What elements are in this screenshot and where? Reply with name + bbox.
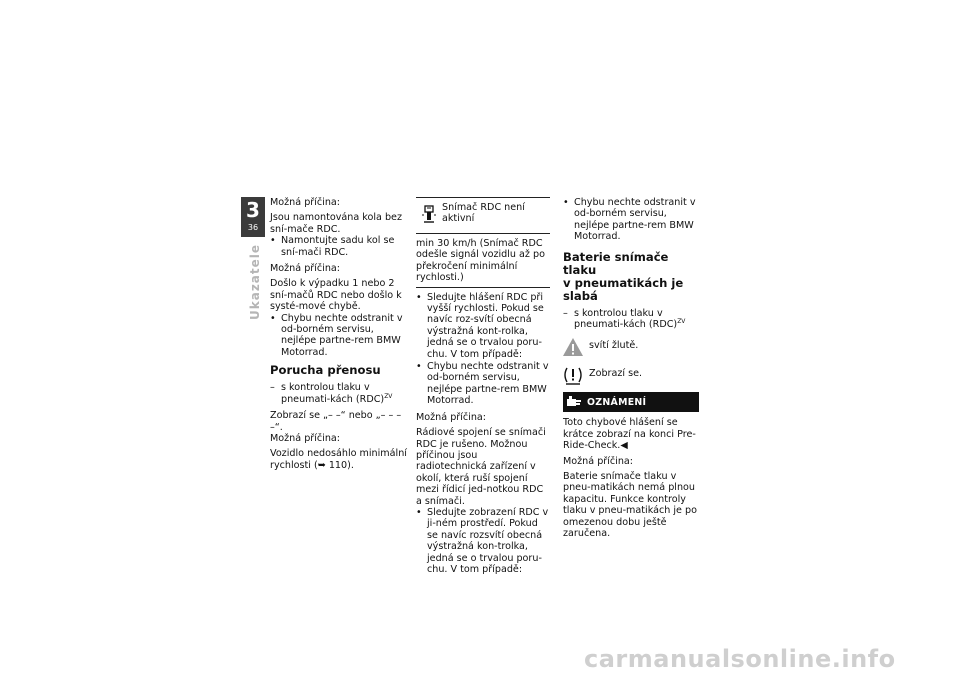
page-number: 36 (247, 223, 259, 232)
section-heading: Porucha přenosu (270, 363, 381, 378)
dash-text: s kontrolou tlaku v pneumati-kách (RDC) (574, 307, 678, 331)
chapter-tab (241, 197, 265, 237)
equipment-dash-item (270, 382, 407, 405)
cause-text: Rádiové spojení se snímači RDC je rušeno. Možnou příčinou jsou radiotechnická zařízení v okolí, která ruší spojení mezi řídicí jed-notkou RDC a snímači. (416, 427, 546, 507)
section-heading: Baterie snímače tlaku v pneumatikách je slabá (563, 249, 684, 303)
instruction-bullet: • Namontujte sadu kol se sní-mači RDC. (270, 235, 407, 258)
dash-text: s kontrolou tlaku v pneumati-kách (RDC) (281, 382, 385, 405)
watermark-text: carmanualsonline.info (584, 645, 896, 673)
indicator-text: svítí žlutě. (589, 340, 639, 352)
indicator-row (563, 364, 699, 386)
column-1 (270, 197, 407, 475)
display-message-box (416, 197, 550, 288)
chapter-side-label: Ukazatele (248, 243, 262, 320)
notice-label: OZNÁMENÍ (587, 396, 647, 408)
cause-label: Možná příčina: (563, 455, 634, 467)
option-superscript: ZV (677, 317, 686, 325)
notice-banner (563, 392, 699, 412)
option-superscript: ZV (384, 392, 393, 400)
cause-text: Baterie snímače tlaku v pneu-matikách nemá plnou kapacitu. Funkce kontroly tlaku v pneu-matikách je po omezenou dobu ještě zaručena. (563, 471, 697, 540)
notice-hand-icon (567, 396, 581, 408)
cause-label: Možná příčina: (416, 411, 487, 423)
cause-label: Možná příčina: (270, 197, 341, 208)
column-2 (416, 197, 550, 580)
instruction-bullet: • Chybu nechte odstranit v od-borném servisu, nejlépe partne-rem BMW Motorrad. (270, 313, 407, 359)
instruction-bullet: • Chybu nechte odstranit v od-borném servisu, nejlépe partne-rem BMW Motorrad. (563, 197, 699, 243)
tire-sensor-icon (416, 202, 442, 228)
instruction-bullet: • Chybu nechte odstranit v od-borném servisu, nejlépe partne-rem BMW Motorrad. (416, 361, 550, 407)
instruction-bullet: • Sledujte hlášení RDC při vyšší rychlosti. Pokud se navíc roz-svítí obecná výstražná kont-rolka, jedná se o trvalou poru-chu. V tom případě: (416, 292, 550, 360)
indicator-text: Zobrazí se. (589, 368, 643, 380)
tire-pressure-warning-icon (561, 364, 585, 386)
cause-label: Možná příčina: (270, 263, 341, 275)
equipment-dash-item (563, 308, 699, 331)
indicator-row (563, 336, 699, 358)
chapter-number: 3 (246, 198, 260, 222)
page-reference-link[interactable]: (➥ 110). (314, 459, 354, 471)
notice-text: Toto chybové hlášení se krátce zobrazí na konci Pre-Ride-Check.◀ (563, 417, 696, 452)
message-detail: min 30 km/h (Snímač RDC odešle signál vozidlu až po překročení minimální rychlosti.) (416, 238, 545, 284)
cause-text: Vozidlo nedosáhlo minimální rychlosti (270, 448, 407, 471)
cause-text: Jsou namontována kola bez sní-mače RDC. (270, 212, 402, 235)
message-title: Snímač RDC není aktivní (442, 202, 525, 225)
warning-triangle-icon (561, 336, 585, 358)
instruction-bullet: • Sledujte zobrazení RDC v ji-ném prostředí. Pokud se navíc rozsvítí obecná výstražná kon-trolka, jedná se o trvalou poru-chu. V tom případě: (416, 507, 550, 575)
cause-label: Možná příčina: (270, 432, 341, 444)
cause-text: Došlo k výpadku 1 nebo 2 sní-mačů RDC nebo došlo k systé-mové chybě. (270, 278, 402, 313)
column-3 (563, 197, 699, 544)
display-text: Zobrazí se „– –“ nebo „– – – –“. (270, 410, 402, 433)
